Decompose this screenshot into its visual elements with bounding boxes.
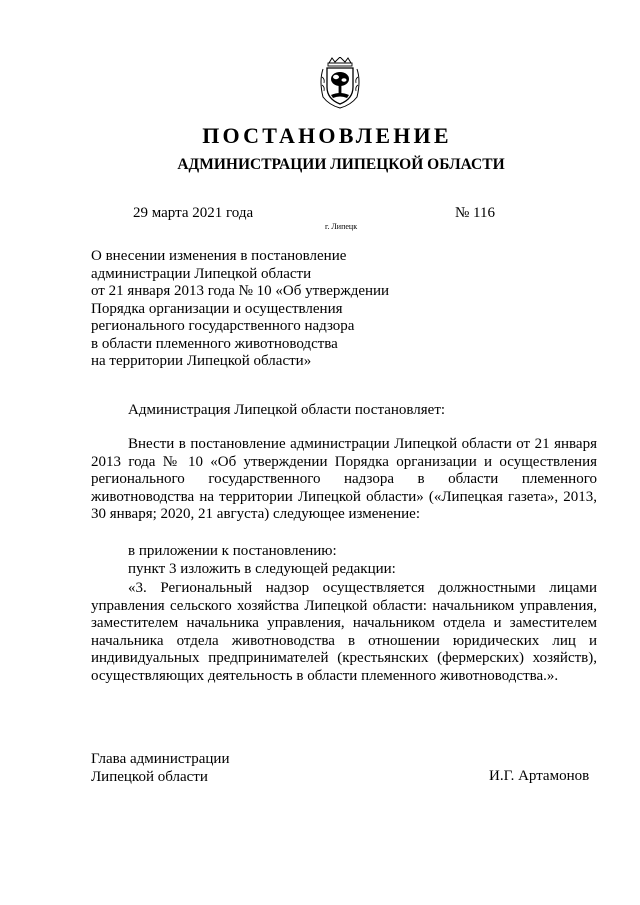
subject-line: на территории Липецкой области» (91, 353, 312, 369)
document-date: 29 марта 2021 года (133, 205, 254, 221)
subject-line: администрации Липецкой области (91, 265, 312, 282)
document-issuer: АДМИНИСТРАЦИИ ЛИПЕЦКОЙ ОБЛАСТИ (177, 156, 505, 173)
coat-of-arms-icon (317, 57, 363, 109)
subject-line: от 21 января 2013 года № 10 «Об утверждении (91, 283, 390, 299)
quoted-amendment: «3. Региональный надзор осуществляется должностными лицами управления сельского хозяйства Липецкой области: начальником управления, заместителем начальника управления, начальником отдела и заместителем начальника отдела животноводства в отношении юридических лиц и индивидуальных предпринимателей (крестьянских (фермерских) хозяйств), осуществляющих деятельность в области племенного животноводства.». (91, 580, 597, 684)
signatory-position-line: Глава администрации (91, 751, 230, 767)
subject-line: в области племенного животноводства (91, 335, 338, 352)
signatory-position-line: Липецкой области (91, 768, 208, 785)
subject-line: Порядка организации и осуществления (91, 300, 343, 317)
subject-line: регионального государственного надзора (91, 318, 355, 334)
subject-line: О внесении изменения в постановление (91, 248, 347, 264)
document-title: ПОСТАНОВЛЕНИЕ (202, 123, 452, 148)
document-subject (91, 248, 389, 371)
document-city: г. Липецк (325, 222, 358, 231)
appendix-paragraph: в приложении к постановлению: (128, 543, 337, 559)
signatory-name: И.Г. Артамонов (489, 768, 590, 784)
item-paragraph: пункт 3 изложить в следующей редакции: (128, 561, 396, 577)
document-number: № 116 (455, 205, 496, 221)
resolution-intro: Администрация Липецкой области постановляет: (128, 402, 446, 418)
signatory-position (91, 751, 229, 786)
resolution-main-paragraph: Внести в постановление администрации Липецкой области от 21 января 2013 года № 10 «Об утверждении Порядка организации и осуществления регионального государственного надзора в области племенного животноводства на территории Липецкой области» («Липецкая газета», 2013, 30 января; 2020, 21 августа) следующее изменение: (91, 436, 597, 522)
